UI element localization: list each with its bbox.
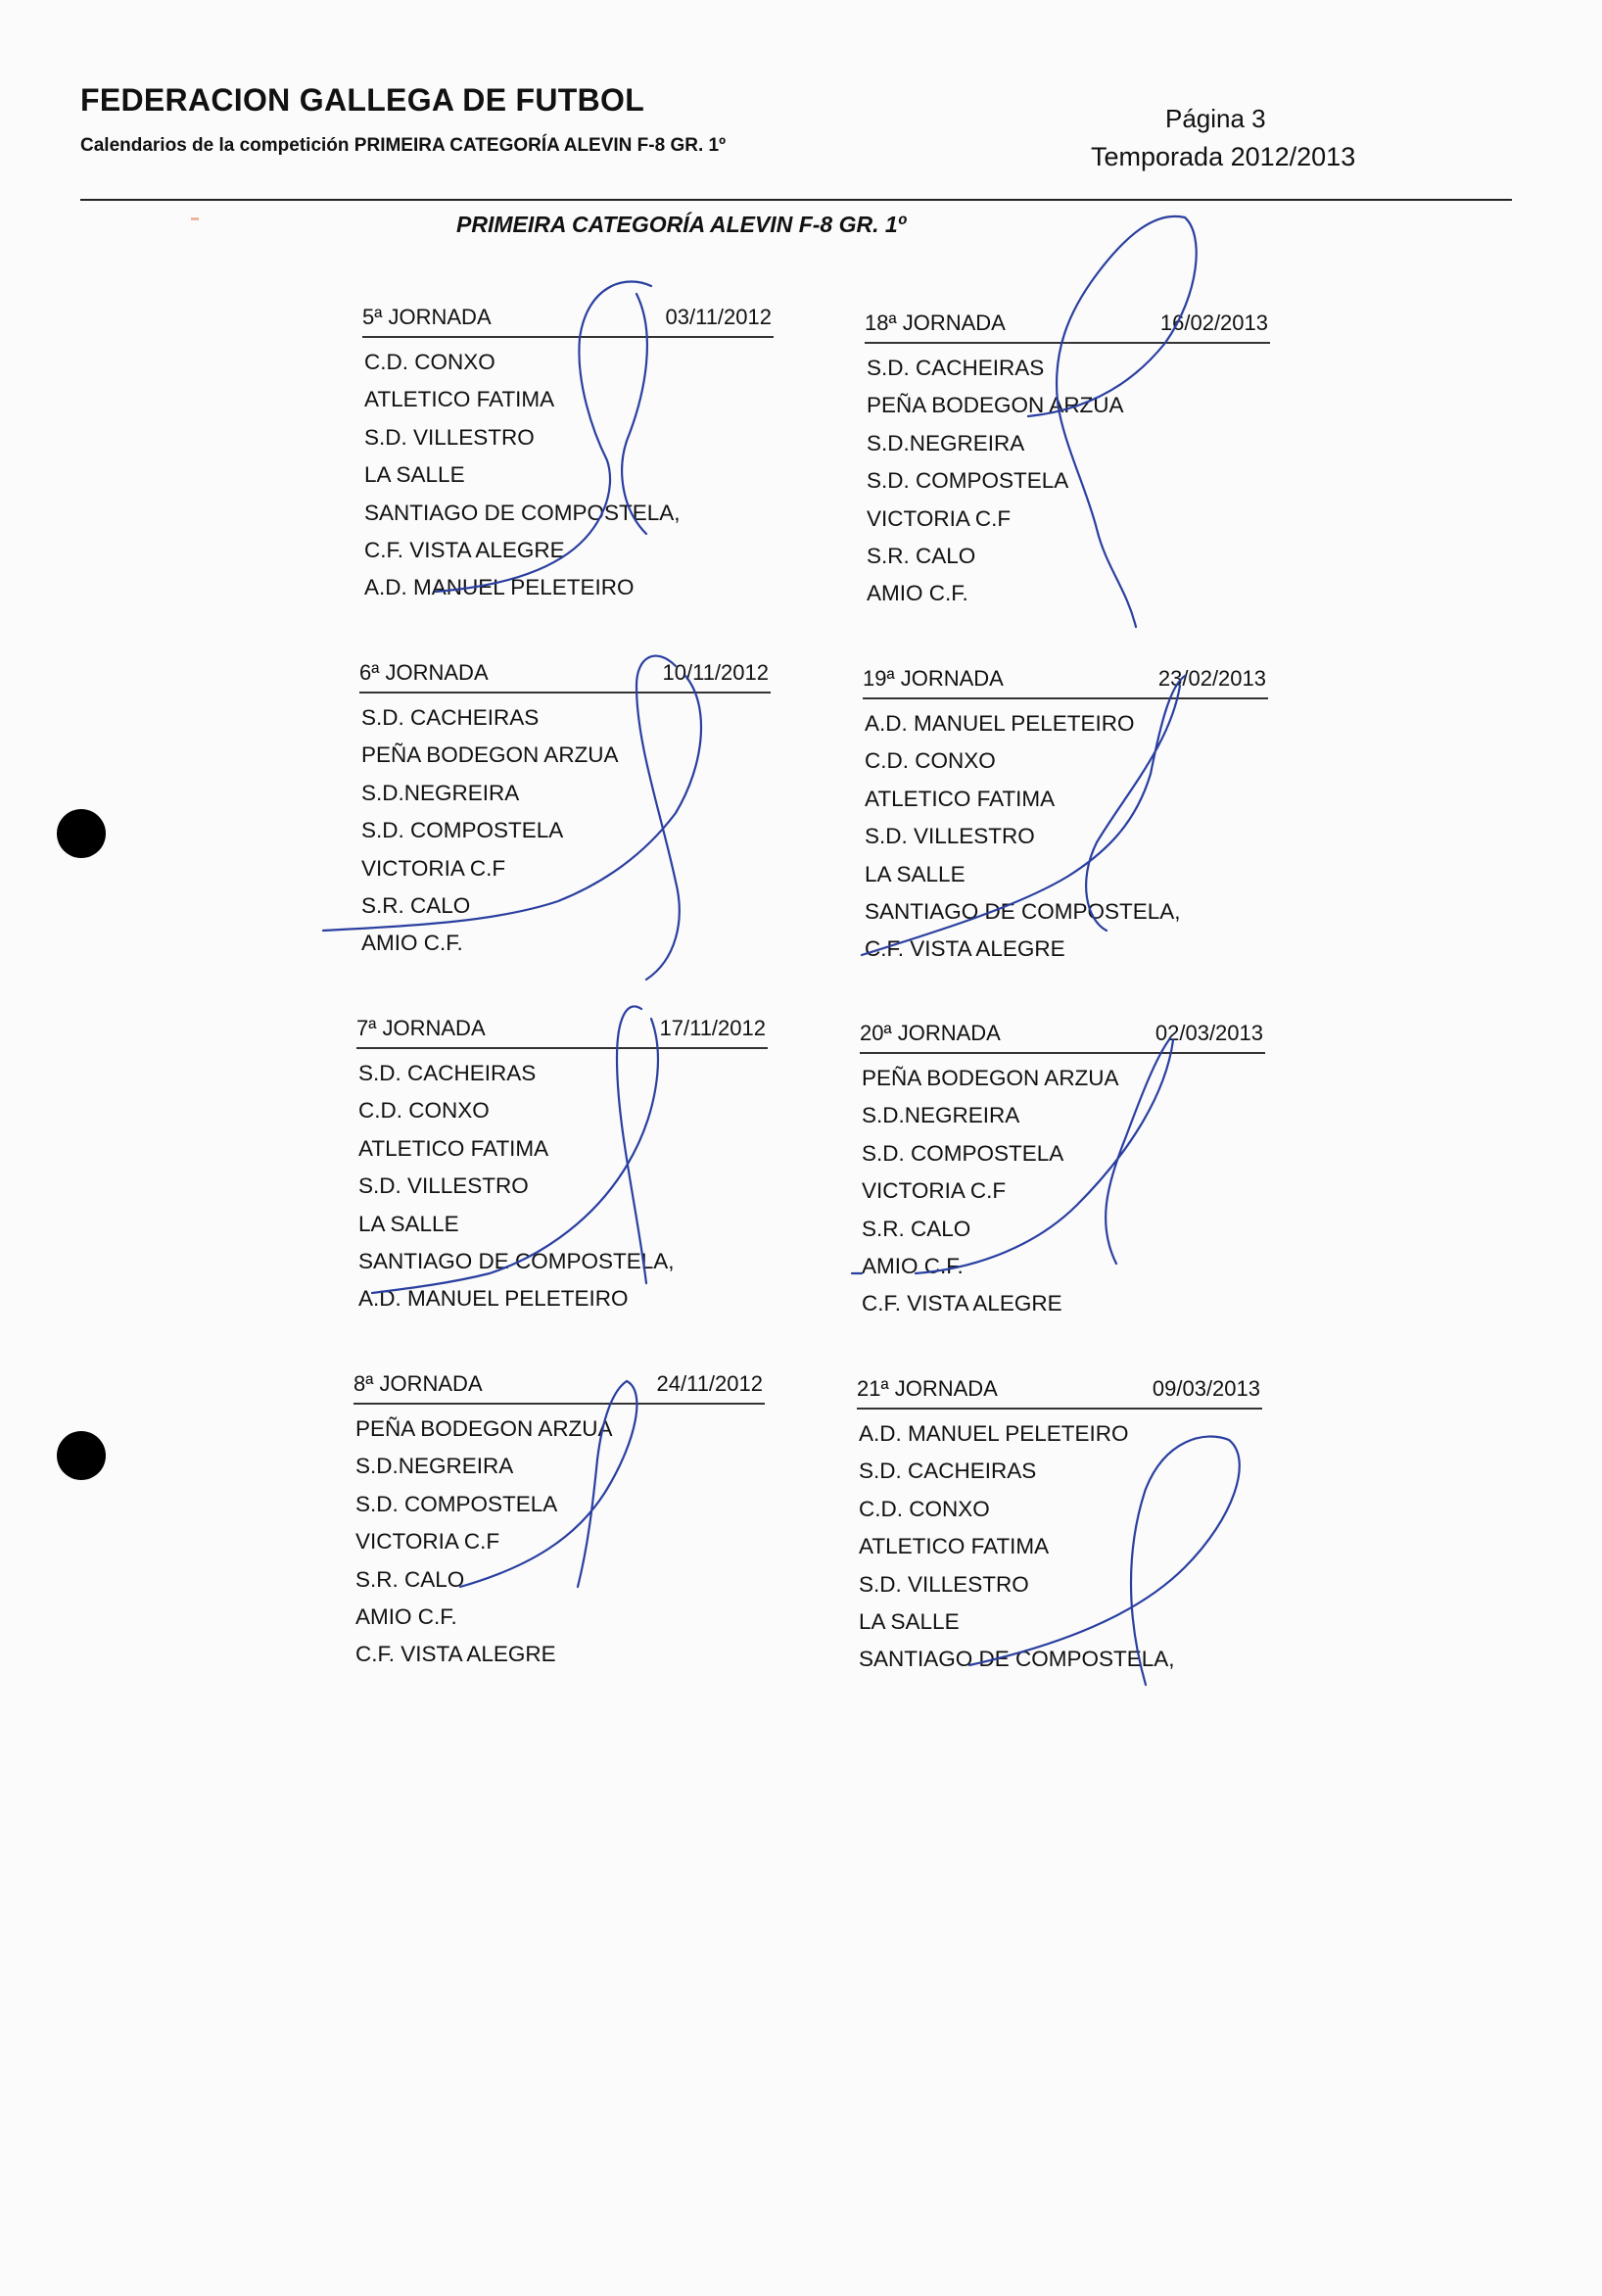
- jornada-date: 17/11/2012: [659, 1016, 766, 1040]
- section-title: PRIMEIRA CATEGORÍA ALEVIN F-8 GR. 1º: [456, 212, 907, 237]
- team-item: SANTIAGO DE COMPOSTELA,: [859, 1647, 1175, 1672]
- team-item: LA SALLE: [859, 1608, 960, 1634]
- team-list: [857, 1410, 1262, 1679]
- jornada-date: 23/02/2013: [1157, 666, 1266, 691]
- team-item: A.D. MANUEL PELETEIRO: [859, 1421, 1129, 1446]
- team-item: A.D. MANUEL PELETEIRO: [364, 575, 635, 600]
- team-list: [865, 344, 1270, 613]
- jornada-block: [863, 664, 1268, 969]
- team-item: S.D. CACHEIRAS: [361, 705, 540, 730]
- punch-hole: [57, 809, 106, 858]
- team-item: C.D. CONXO: [865, 748, 996, 774]
- team-item: S.D. COMPOSTELA: [355, 1491, 558, 1516]
- jornada-header: [353, 1369, 765, 1405]
- team-list: [863, 699, 1268, 969]
- team-list: [356, 1049, 768, 1318]
- team-item: VICTORIA C.F: [867, 505, 1012, 531]
- federation-title: FEDERACION GALLEGA DE FUTBOL: [80, 82, 645, 118]
- jornada-header: [857, 1374, 1262, 1410]
- team-item: S.D.NEGREIRA: [361, 780, 520, 805]
- jornada-date: 09/03/2013: [1152, 1376, 1260, 1401]
- jornada-date: 16/02/2013: [1159, 311, 1268, 335]
- team-item: C.F. VISTA ALEGRE: [862, 1291, 1062, 1316]
- jornada-block: [359, 658, 771, 963]
- team-item: C.D. CONXO: [358, 1098, 490, 1124]
- team-item: AMIO C.F.: [862, 1253, 964, 1278]
- team-item: S.D. CACHEIRAS: [358, 1061, 537, 1085]
- jornada-date: 24/11/2012: [656, 1371, 763, 1396]
- jornada-name: 7ª JORNADA: [356, 1016, 486, 1040]
- jornada-header: [362, 303, 774, 338]
- jornada-date: 10/11/2012: [662, 660, 769, 685]
- team-list: [362, 338, 774, 607]
- jornada-date: 02/03/2013: [1154, 1021, 1263, 1045]
- team-item: A.D. MANUEL PELETEIRO: [865, 711, 1135, 736]
- team-item: PEÑA BODEGON ARZUA: [361, 742, 619, 768]
- jornada-block: [860, 1019, 1265, 1323]
- jornada-name: 5ª JORNADA: [362, 305, 492, 329]
- team-item: S.D.NEGREIRA: [355, 1454, 514, 1479]
- team-item: AMIO C.F.: [867, 581, 968, 606]
- team-item: LA SALLE: [364, 462, 465, 488]
- jornada-header: [356, 1014, 768, 1049]
- team-item: SANTIAGO DE COMPOSTELA,: [358, 1248, 675, 1273]
- team-item: A.D. MANUEL PELETEIRO: [358, 1286, 629, 1312]
- team-item: S.D. VILLESTRO: [364, 424, 535, 450]
- team-item: C.F. VISTA ALEGRE: [355, 1642, 556, 1667]
- team-item: S.R. CALO: [862, 1216, 971, 1241]
- jornada-name: 21ª JORNADA: [857, 1376, 998, 1401]
- team-item: S.D.NEGREIRA: [862, 1103, 1020, 1128]
- team-item: S.D. CACHEIRAS: [867, 356, 1045, 380]
- jornada-header: [359, 658, 771, 694]
- jornada-name: 19ª JORNADA: [863, 666, 1004, 691]
- team-list: [353, 1405, 765, 1674]
- jornada-block: [857, 1374, 1262, 1679]
- team-item: PEÑA BODEGON ARZUA: [355, 1416, 613, 1441]
- jornada-date: 03/11/2012: [665, 305, 772, 329]
- team-item: S.D. VILLESTRO: [859, 1571, 1029, 1597]
- jornada-name: 20ª JORNADA: [860, 1021, 1001, 1045]
- team-item: S.D. COMPOSTELA: [361, 818, 564, 843]
- punch-hole: [57, 1431, 106, 1480]
- team-item: S.D.NEGREIRA: [867, 430, 1025, 455]
- team-item: S.D. COMPOSTELA: [862, 1140, 1064, 1166]
- jornada-block: [356, 1014, 768, 1318]
- team-item: LA SALLE: [358, 1211, 459, 1236]
- team-item: C.D. CONXO: [364, 350, 495, 374]
- jornada-block: [362, 303, 774, 607]
- team-list: [359, 694, 771, 963]
- team-item: LA SALLE: [865, 861, 966, 886]
- team-item: SANTIAGO DE COMPOSTELA,: [364, 500, 681, 525]
- team-item: S.R. CALO: [355, 1566, 465, 1592]
- team-item: PEÑA BODEGON ARZUA: [862, 1066, 1119, 1090]
- jornada-name: 18ª JORNADA: [865, 311, 1006, 335]
- team-item: ATLETICO FATIMA: [865, 786, 1056, 811]
- team-list: [860, 1054, 1265, 1323]
- team-item: S.D. CACHEIRAS: [859, 1459, 1037, 1484]
- team-item: VICTORIA C.F: [355, 1529, 500, 1555]
- header-divider: [80, 199, 1512, 201]
- team-item: C.D. CONXO: [859, 1496, 990, 1521]
- team-item: S.D. VILLESTRO: [865, 824, 1035, 849]
- team-item: C.F. VISTA ALEGRE: [364, 537, 565, 562]
- team-item: ATLETICO FATIMA: [358, 1135, 549, 1161]
- jornada-header: [863, 664, 1268, 699]
- team-item: ATLETICO FATIMA: [859, 1534, 1050, 1559]
- team-item: S.D. VILLESTRO: [358, 1173, 529, 1199]
- team-item: VICTORIA C.F: [361, 855, 506, 881]
- team-item: VICTORIA C.F: [862, 1178, 1007, 1204]
- jornada-name: 6ª JORNADA: [359, 660, 489, 685]
- jornada-block: [353, 1369, 765, 1674]
- season-label: Temporada 2012/2013: [1091, 142, 1356, 171]
- jornada-block: [865, 309, 1270, 613]
- competition-subtitle: Calendarios de la competición PRIMEIRA CATEGORÍA ALEVIN F-8 GR. 1º: [80, 135, 727, 156]
- jornada-name: 8ª JORNADA: [353, 1371, 483, 1396]
- team-item: AMIO C.F.: [355, 1603, 457, 1629]
- jornada-header: [860, 1019, 1265, 1054]
- team-item: AMIO C.F.: [361, 931, 463, 956]
- team-item: S.R. CALO: [361, 892, 471, 918]
- team-item: SANTIAGO DE COMPOSTELA,: [865, 898, 1181, 924]
- team-item: S.R. CALO: [867, 543, 976, 568]
- team-item: S.D. COMPOSTELA: [867, 468, 1069, 494]
- page-number: Página 3: [1165, 104, 1266, 133]
- team-item: C.F. VISTA ALEGRE: [865, 936, 1065, 962]
- team-item: ATLETICO FATIMA: [364, 387, 555, 412]
- scan-mark: [191, 217, 199, 220]
- team-item: PEÑA BODEGON ARZUA: [867, 393, 1124, 418]
- jornada-header: [865, 309, 1270, 344]
